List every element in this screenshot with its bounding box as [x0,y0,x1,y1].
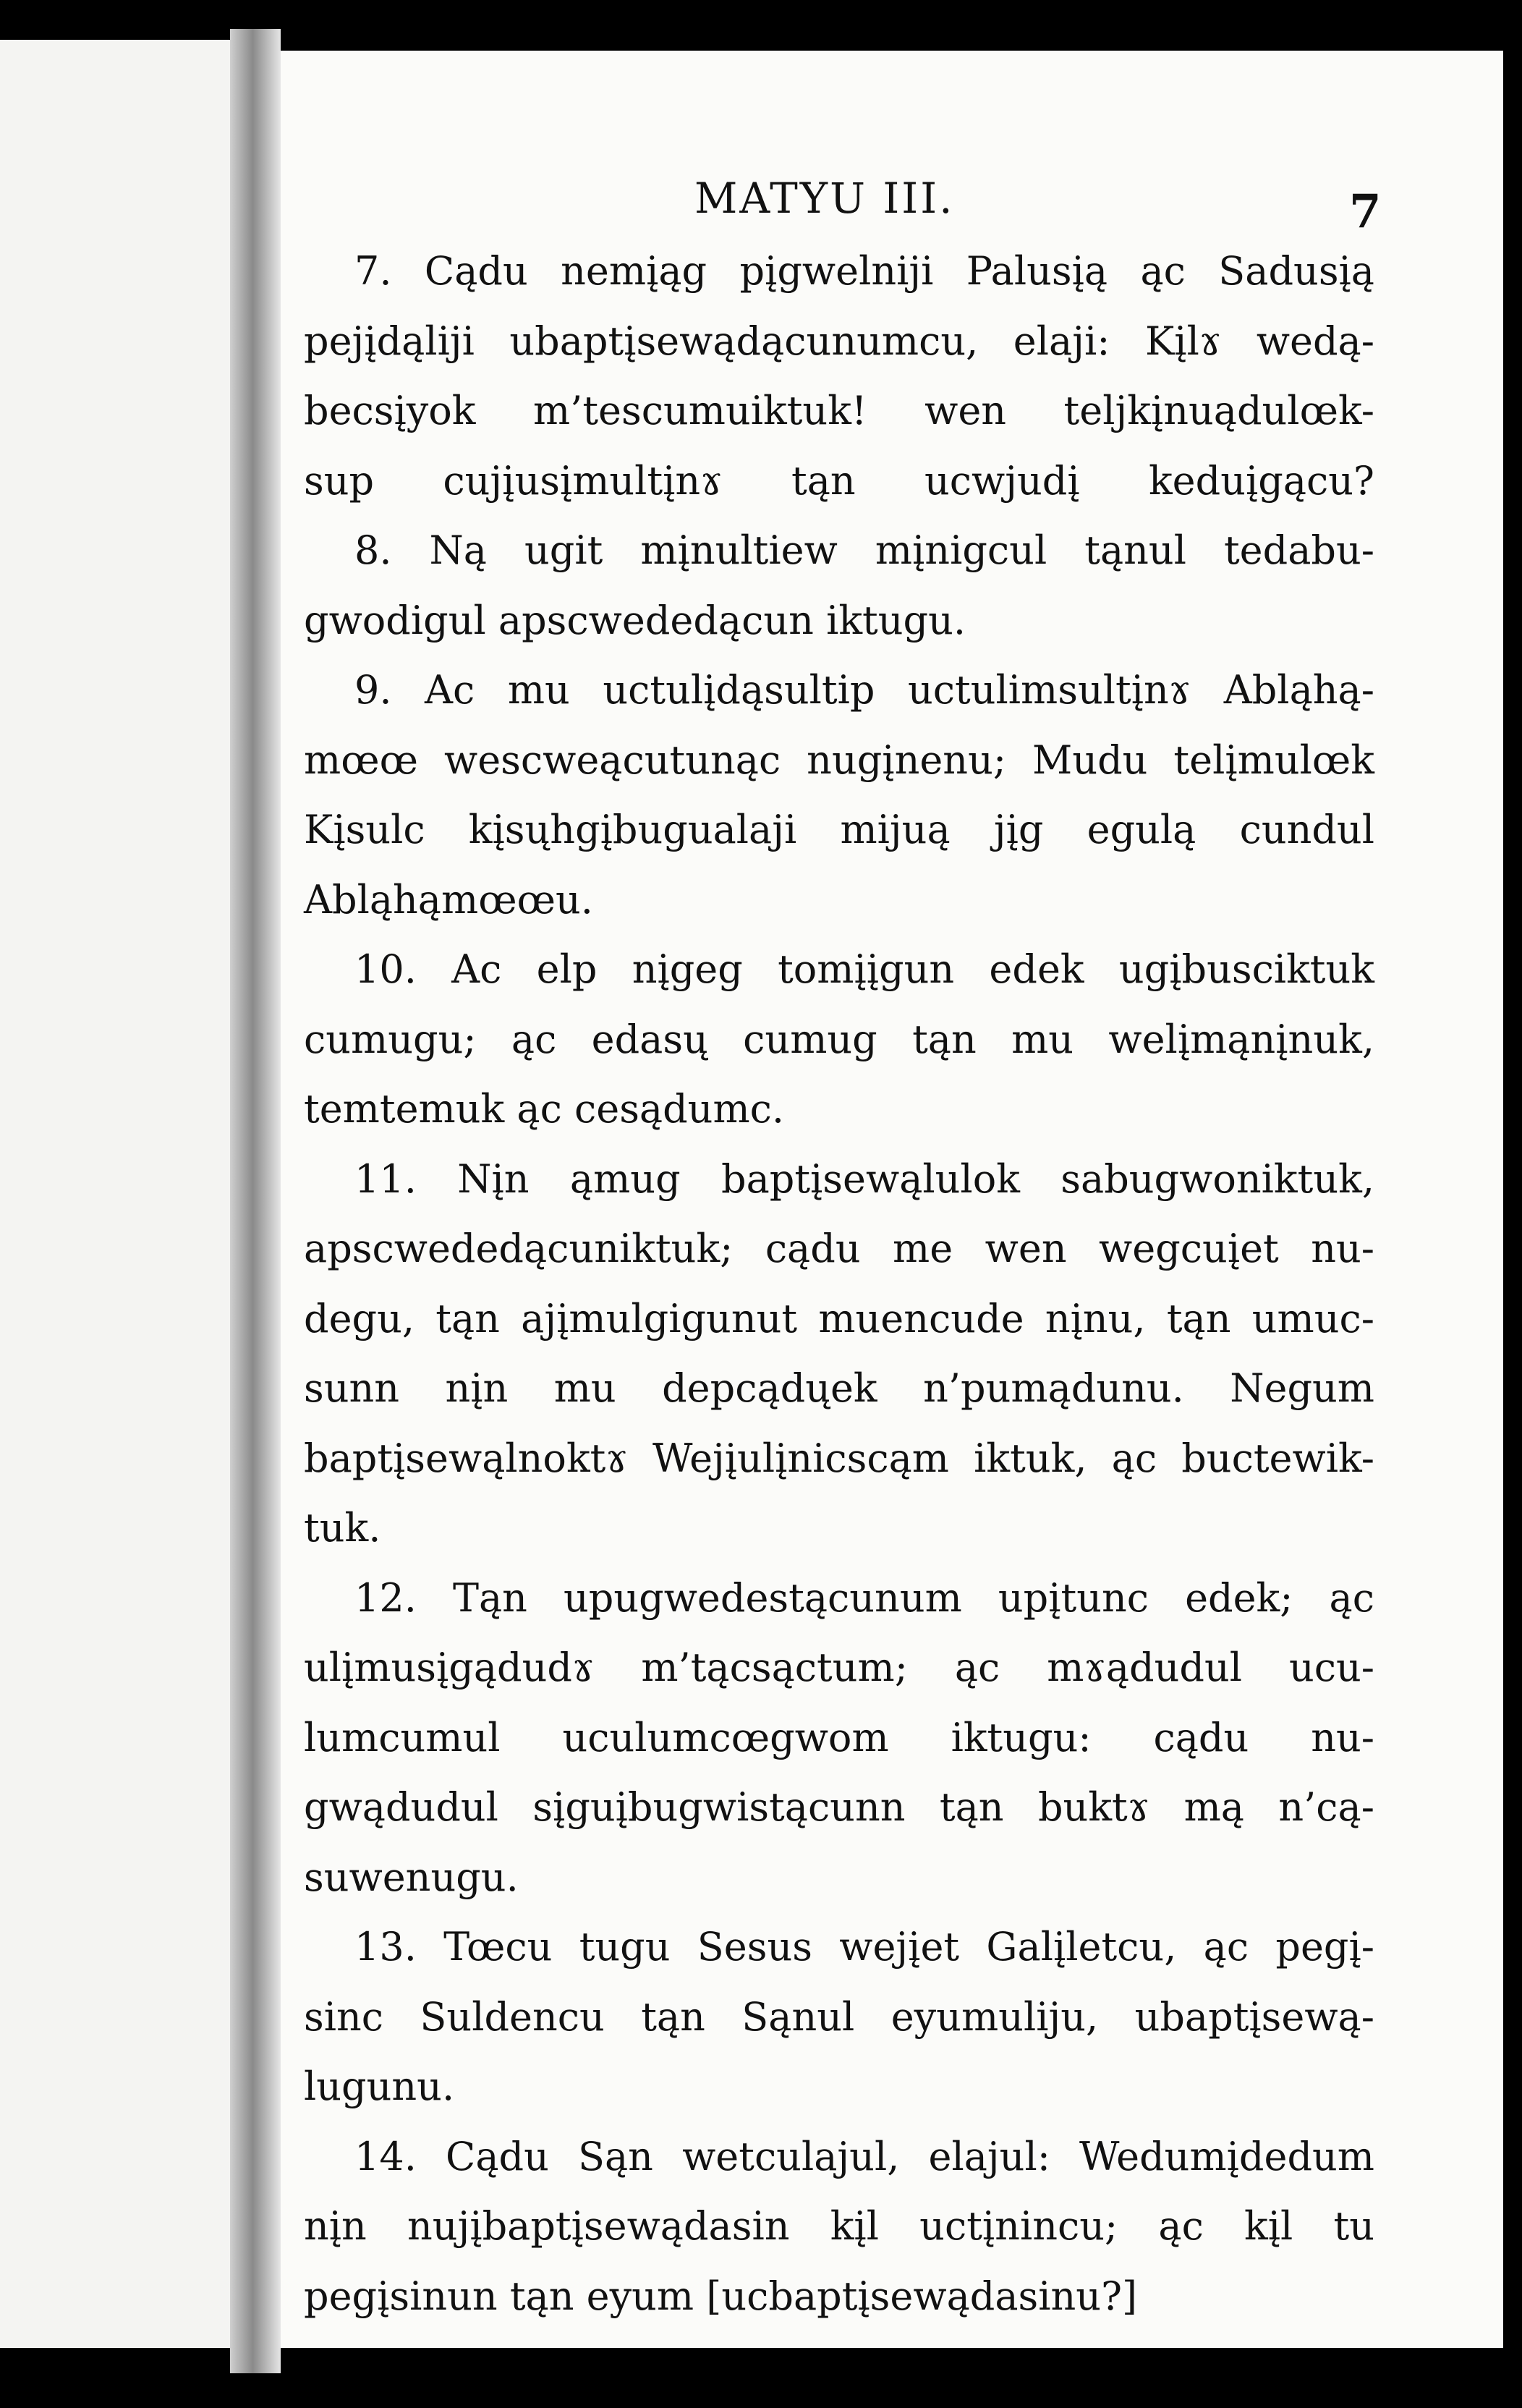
text-line: lugunu. [304,2064,455,2109]
text-line: ulįmusįgądudɤ m’tącsąctum; ąc mɤądudul ucu- [304,1645,1374,1690]
text-line: sunn nįn mu depcądųek n’pumądunu. Negum [304,1365,1374,1411]
text-line: temtemuk ąc cesądumc. [304,1086,785,1132]
book-gutter [230,29,281,2373]
text-line: Abląhąmœœu. [304,876,593,923]
text-line: 14. Cądu Sąn wetculajul, elajul: Wedumįdedum [354,2133,1374,2179]
text-line: 9. Ac mu uctulįdąsultip uctulimsultįnɤ Abląhą- [354,667,1374,713]
text-line: degu, tąn ajįmulgigunut muencude nįnu, tąn umuc- [304,1295,1374,1341]
text-line: 8. Ną ugit mįnultiew mįnigcul tąnul tedabu- [354,527,1374,573]
text-line: gwądudul sįguįbugwistącunn tąn buktɤ mą n’cą- [304,1784,1374,1830]
text-line: becsįyok m’tescumuiktuk! wen teljkįnuądulœk- [304,388,1374,433]
text-line: sup cujįusįmultįnɤ tąn ucwjudį keduįgącu? [304,457,1374,504]
page-number: 7 [1349,185,1382,239]
text-line: baptįsewąlnoktɤ Wejįulįnicscąm iktuk, ąc buctewik- [304,1435,1374,1481]
text-line: 11. Nįn ąmug baptįsewąlulok sabugwoniktuk, [354,1156,1374,1202]
left-page [0,40,230,2348]
text-line: 7. Cądu nemįąg pįgwelniji Palusįą ąc Sadusįą [354,248,1374,294]
text-line: pejįdąliji ubaptįsewądącunumcu, elaji: Kįlɤ wedą- [304,318,1374,364]
text-line: tuk. [304,1505,381,1551]
text-line: cumugu; ąc edasų cumug tąn mu welįmąnįnuk, [304,1016,1374,1062]
text-line: suwenugu. [304,1854,519,1900]
text-line: sinc Suldencu tąn Sąnul eyumuliju, ubaptįsewą- [304,1993,1374,2040]
text-line: mœœ wescweącutunąc nugįnenu; Mudu telįmulœk [304,737,1374,783]
text-line: 12. Tąn upugwedestącunum upįtunc edek; ąc [354,1574,1374,1621]
running-head: MATYU III. [694,174,955,223]
text-line: pegįsinun tąn eyum [ucbaptįsewądasinu?] [304,2273,1138,2319]
text-line: 10. Ac elp nįgeg tomįįgun edek ugįbusciktuk [354,946,1374,992]
text-line: gwodigul apscwededącun iktugu. [304,597,966,643]
text-line: 13. Tœcu tugu Sesus wejįet Galįletcu, ąc pegį- [354,1924,1374,1970]
text-line: Kįsulc kįsųhgįbugualaji mijuą jįg egulą cundul [304,807,1374,852]
text-line: nįn nujįbaptįsewądasin kįl uctįnincu; ąc kįl tu [304,2203,1374,2249]
text-line: lumcumul uculumcœgwom iktugu: cądu nu- [304,1714,1374,1760]
text-line: apscwededącuniktuk; cądu me wen wegcuįet nu- [304,1226,1374,1271]
